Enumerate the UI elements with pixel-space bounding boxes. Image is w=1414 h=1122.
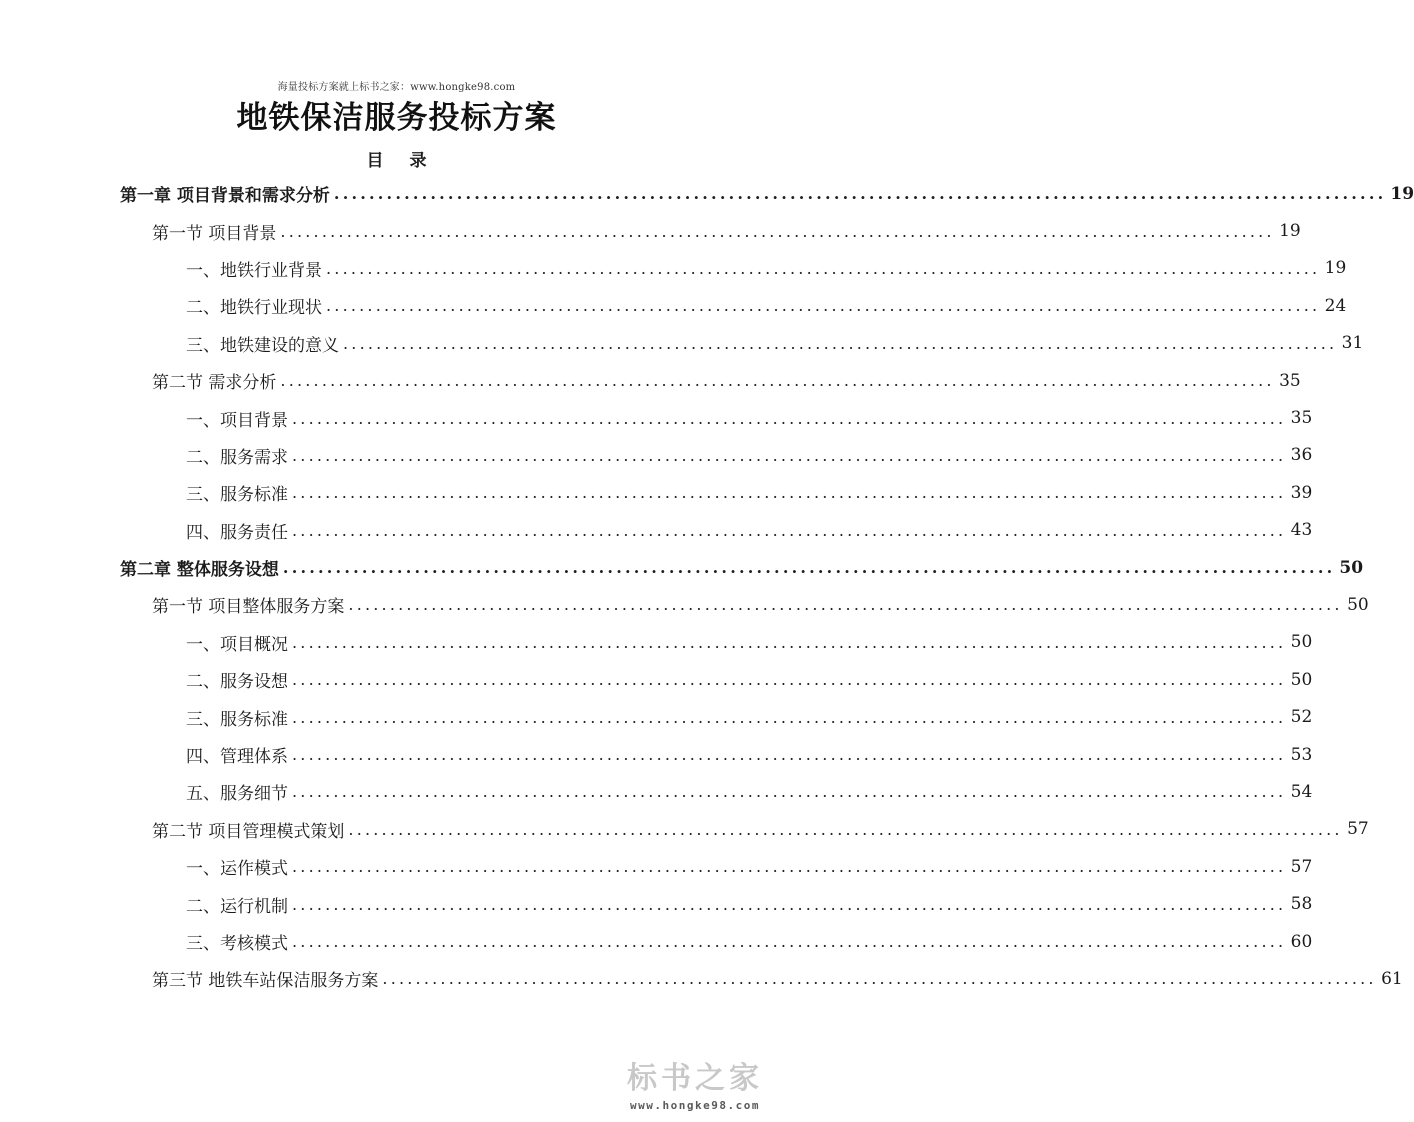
watermark-name: 标书之家 — [627, 1061, 763, 1096]
toc-entry-label: 第一章 项目背景和需求分析 — [120, 186, 330, 207]
toc-leader-dots: ........................................................................................................................ — [343, 333, 1338, 353]
toc-leader-dots: ........................................................................................................................ — [292, 445, 1287, 465]
toc-entry-label: 五、服务细节 — [186, 784, 288, 805]
toc-entry-page: 35 — [1279, 370, 1301, 391]
toc-entry-label: 第二节 需求分析 — [152, 373, 277, 394]
toc-entry[interactable] — [0, 325, 1364, 362]
toc-entry-page: 60 — [1290, 931, 1313, 952]
toc-entry[interactable] — [0, 250, 1347, 287]
toc-entry-label: 三、服务标准 — [186, 709, 288, 730]
toc-entry-page: 50 — [1290, 632, 1313, 653]
toc-entry[interactable] — [0, 661, 1313, 698]
toc-entry[interactable] — [0, 624, 1313, 661]
toc-entry-page: 19 — [1324, 258, 1347, 279]
toc-entry-label: 三、地铁建设的意义 — [186, 335, 339, 356]
toc-entry-page: 61 — [1381, 968, 1403, 989]
toc-leader-dots: ........................................................................................................................ — [333, 184, 1387, 204]
toc-leader-dots: ........................................................................................................................ — [292, 857, 1287, 877]
toc-entry-page: 43 — [1290, 520, 1313, 541]
toc-entry[interactable] — [0, 811, 1369, 848]
toc-entry[interactable] — [0, 885, 1313, 922]
toc-leader-dots: ........................................................................................................................ — [280, 371, 1275, 391]
toc-entry-page: 19 — [1390, 183, 1414, 204]
toc-entry[interactable] — [0, 773, 1313, 810]
toc-entry-label: 二、地铁行业现状 — [186, 298, 322, 319]
table-of-contents — [0, 175, 1414, 998]
toc-entry[interactable] — [0, 698, 1313, 735]
toc-entry[interactable] — [0, 175, 1414, 212]
toc-leader-dots: ........................................................................................................................ — [326, 258, 1321, 278]
toc-entry[interactable] — [0, 736, 1313, 773]
toc-leader-dots: ........................................................................................................................ — [382, 969, 1377, 989]
toc-entry[interactable] — [0, 923, 1313, 960]
toc-entry[interactable] — [0, 399, 1313, 436]
toc-entry-label: 三、服务标准 — [186, 485, 288, 506]
toc-entry-label: 第一节 项目整体服务方案 — [152, 597, 345, 618]
toc-entry-page: 31 — [1341, 333, 1364, 354]
toc-leader-dots: ........................................................................................................................ — [292, 782, 1287, 802]
toc-entry-page: 58 — [1290, 894, 1313, 915]
toc-entry-page: 57 — [1347, 819, 1369, 840]
toc-entry-label: 二、服务需求 — [186, 447, 288, 468]
toc-entry[interactable] — [0, 287, 1347, 324]
toc-heading: 目 录 — [366, 151, 437, 171]
toc-entry-page: 35 — [1290, 408, 1313, 429]
toc-entry-label: 三、考核模式 — [186, 934, 288, 954]
toc-entry-label: 第二节 项目管理模式策划 — [152, 821, 345, 842]
document-title: 地铁保洁服务投标方案 — [236, 100, 557, 136]
toc-entry[interactable] — [0, 586, 1369, 623]
toc-entry-label: 第二章 整体服务设想 — [120, 560, 279, 581]
toc-leader-dots: ........................................................................................................................ — [326, 296, 1321, 316]
toc-entry-page: 24 — [1324, 295, 1347, 316]
toc-leader-dots: ........................................................................................................................ — [292, 670, 1287, 690]
toc-leader-dots: ........................................................................................................................ — [292, 894, 1287, 914]
toc-leader-dots: ........................................................................................................................ — [292, 745, 1287, 765]
toc-entry[interactable] — [0, 549, 1364, 586]
toc-entry[interactable] — [0, 960, 1403, 997]
toc-leader-dots: ........................................................................................................................ — [292, 932, 1287, 951]
toc-entry-label: 二、服务设想 — [186, 672, 288, 693]
toc-entry-page: 57 — [1290, 856, 1313, 877]
toc-entry-page: 54 — [1290, 781, 1313, 802]
toc-entry-label: 四、服务责任 — [186, 522, 288, 543]
toc-entry-page: 39 — [1290, 482, 1313, 503]
toc-entry-label: 四、管理体系 — [186, 747, 288, 768]
toc-leader-dots: ........................................................................................................................ — [292, 520, 1287, 540]
toc-entry-page: 50 — [1290, 669, 1313, 690]
toc-leader-dots: ........................................................................................................................ — [292, 483, 1287, 503]
header-note: 海量投标方案就上标书之家：www.hongke98.com — [277, 82, 516, 93]
toc-leader-dots: ........................................................................................................................ — [282, 558, 1336, 578]
toc-entry-label: 第一节 项目背景 — [152, 223, 277, 244]
toc-entry-label: 一、项目背景 — [186, 410, 288, 431]
toc-leader-dots: ........................................................................................................................ — [292, 707, 1287, 727]
toc-entry[interactable] — [0, 512, 1313, 549]
toc-entry-page: 52 — [1290, 707, 1313, 728]
toc-entry-page: 53 — [1290, 744, 1313, 765]
toc-entry-page: 19 — [1279, 221, 1301, 242]
toc-leader-dots: ........................................................................................................................ — [292, 408, 1287, 428]
toc-entry-page: 36 — [1290, 445, 1313, 466]
toc-entry[interactable] — [0, 362, 1301, 399]
toc-entry[interactable] — [0, 212, 1301, 249]
toc-entry-label: 第三节 地铁车站保洁服务方案 — [152, 971, 379, 992]
toc-entry[interactable] — [0, 437, 1313, 474]
toc-leader-dots: ........................................................................................................................ — [292, 632, 1287, 652]
watermark-logo — [615, 1061, 775, 1112]
toc-entry-page: 50 — [1339, 557, 1364, 578]
toc-leader-dots: ........................................................................................................................ — [348, 595, 1343, 615]
toc-leader-dots: ........................................................................................................................ — [280, 221, 1275, 241]
toc-entry-label: 二、运行机制 — [186, 896, 288, 917]
toc-entry-label: 一、运作模式 — [186, 859, 288, 880]
watermark-url: www.hongke98.com — [630, 1099, 760, 1112]
toc-entry-page: 50 — [1347, 594, 1369, 615]
toc-leader-dots: ........................................................................................................................ — [348, 819, 1343, 839]
toc-entry[interactable] — [0, 848, 1313, 885]
toc-entry[interactable] — [0, 474, 1313, 511]
toc-entry-label: 一、地铁行业背景 — [186, 260, 322, 281]
toc-entry-label: 一、项目概况 — [186, 634, 288, 655]
